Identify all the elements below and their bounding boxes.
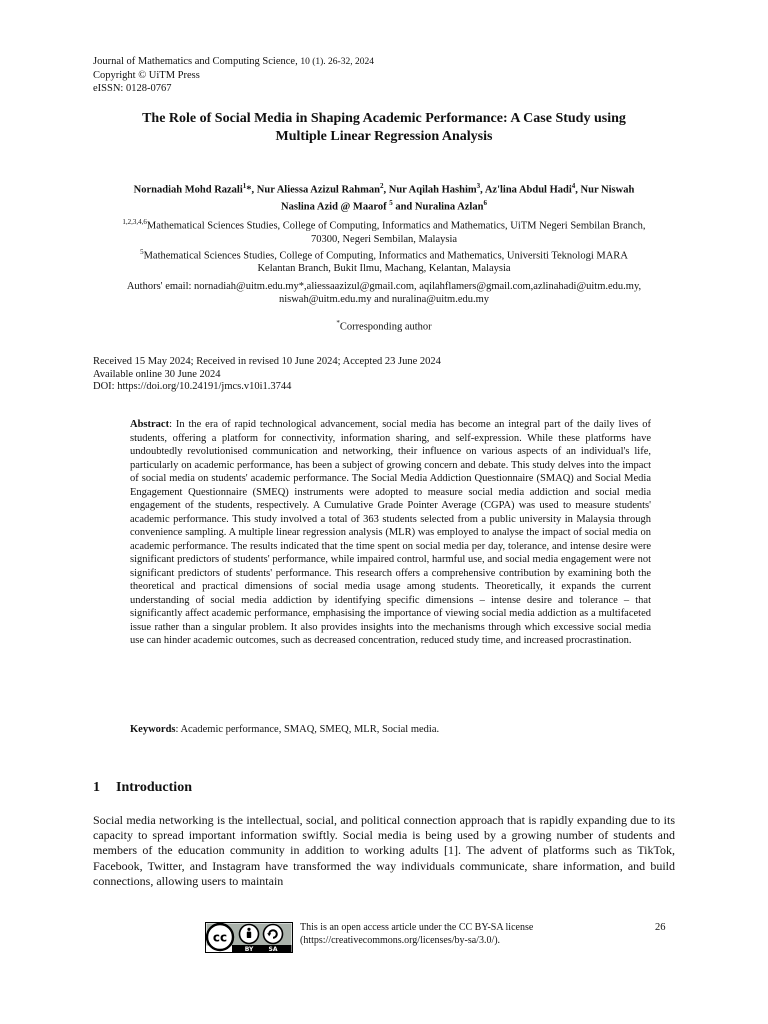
author-name: Nornadiah Mohd Razali <box>133 184 243 196</box>
received-dates: Received 15 May 2024; Received in revised 10 June 2024; Accepted 23 June 2024 <box>93 356 441 367</box>
journal-name: Journal of Mathematics and Computing Science, <box>93 56 298 67</box>
keywords <box>130 723 651 737</box>
journal-volume: 10 (1). 26-32, 2024 <box>300 57 374 67</box>
section-heading-introduction <box>93 779 192 797</box>
corresponding-author-note: *Corresponding author <box>336 319 432 333</box>
introduction-paragraph: Social media networking is the intellectual, social, and political connection approach that is rapidly expanding due to its capacity to spread important information swiftly. Social media is being used by a growing number of students and members of the education community in addition to working adults [1]. The advent of platforms such as TikTok, Facebook, Twitter, and Instagram have transformed the way individuals communicate, share information, and build connections, allowing users to maintain <box>93 813 675 888</box>
keywords-label: Keywords <box>130 724 176 735</box>
page-footer <box>205 922 675 954</box>
keywords-text: : Academic performance, SMAQ, SMEQ, MLR, Social media. <box>175 724 440 735</box>
cc-by-sa-icon[interactable] <box>205 922 293 953</box>
affiliation-1-line-2: 70300, Negeri Sembilan, Malaysia <box>310 233 458 245</box>
license-line-1: This is an open access article under the CC BY-SA license <box>300 922 534 933</box>
publication-dates <box>93 356 441 394</box>
journal-citation <box>93 55 374 69</box>
paper-title-line-2: Multiple Linear Regression Analysis <box>275 129 493 144</box>
author-name: Az'lina Abdul Hadi <box>484 184 572 196</box>
affiliations <box>88 216 680 275</box>
author-list: Nornadiah Mohd Razali$^1$*, Nur Aliessa Azizul Rahman$^2$, Nur Aqilah Hashim$^3$, Az'lina Abdul Hadi$^4$, Nur Niswah Naslina Azid @ Maarof $^5$ and Nuralina Azlan$^6$ <box>133 182 635 212</box>
license-text <box>300 922 533 947</box>
affiliation-1-line-1: $^{1,2,3,4,6}$Mathematical Sciences Studies, College of Computing, Informatics and Mathematics, UiTM Negeri Sembilan Branch, <box>122 218 646 232</box>
paper-title-line-1: The Role of Social Media in Shaping Academic Performance: A Case Study using <box>142 111 626 126</box>
author-name: Nur Aliessa Azizul Rahman <box>256 184 380 196</box>
journal-header <box>93 55 374 95</box>
author-name: Naslina Azid @ Maarof <box>281 201 387 212</box>
available-online: Available online 30 June 2024 <box>93 368 221 380</box>
abstract-label: Abstract <box>130 419 170 430</box>
section-number: 1 <box>93 780 100 795</box>
cc-logo-by-label: BY <box>244 946 254 953</box>
svg-text:cc: cc <box>212 930 228 945</box>
doi-link[interactable]: DOI: https://doi.org/10.24191/jmcs.v10i1.3744 <box>93 381 292 392</box>
journal-eissn: eISSN: 0128-0767 <box>93 83 172 94</box>
journal-copyright: Copyright © UiTM Press <box>93 70 200 81</box>
paper-title <box>100 110 668 146</box>
author-name: Nur Niswah <box>580 184 635 196</box>
section-title: Introduction <box>116 780 192 795</box>
emails-line-1: Authors' email: nornadiah@uitm.edu.my*,aliessaazizul@gmail.com, aqilahflamers@gmail.com,azlinahadi@uitm.edu.my, <box>126 281 642 292</box>
affiliation-2-line-1: $^5$Mathematical Sciences Studies, College of Computing, Informatics and Mathematics, Universiti Teknologi MARA <box>140 247 628 261</box>
page-number: 26 <box>655 922 666 933</box>
cc-logo-sa-label: SA <box>268 946 278 953</box>
affiliation-2-line-2: Kelantan Branch, Bukit Ilmu, Machang, Kelantan, Malaysia <box>257 263 511 274</box>
abstract <box>130 418 651 648</box>
abstract-text: : In the era of rapid technological advancement, social media has become an integral part of the daily lives of students, offering a platform for connectivity, information sharing, and self-expression. While these platforms have undoubtedly revolutionised communication and networking, their influence on various aspects of an individual's life, particularly on academic performance, has been a subject of growing concern and debate. This study delves into the impact of social media on students' academic performance. The Social Media Addiction Questionnaire (SMAQ) and Social Media Engagement Questionnaire (SMEQ) instruments were adopted to measure social media addiction and social media engagement of the students, respectively. A Cumulative Grade Pointer Average (CGPA) was used to measure students' academic performance. This study involved a total of 363 students selected from a public university in Malaysia through convenience sampling. A multiple linear regression analysis (MLR) was employed to analyse the impact of social media on academic performance. The results indicated that the time spent on social media per day, tolerance, and intense desire were significant predictors of students' performance, while impaired control, harmful use, and social media engagement were not significant predictors of students' performance. This research offers a comprehensive contribution by examining both the theoretical and practical dimensions of social media usage among students. Theoretically, it expands the current understanding of social media addiction by identifying specific dimensions – intense desire and tolerance – that significantly affect academic performance, emphasising the importance of viewing social media addiction as a multifaceted issue rather than a singular problem. It also provides insights into the mechanisms through which excessive social media use can hinder academic outcomes, such as decreased concentration, reduced study time, and increased procrastination. <box>130 419 651 646</box>
license-link[interactable]: (https://creativecommons.org/licenses/by-sa/3.0/). <box>300 934 501 946</box>
author-name: Nur Aqilah Hashim <box>388 184 477 196</box>
author-emails <box>88 280 680 306</box>
author-name: Nuralina Azlan <box>414 201 484 212</box>
emails-line-2: niswah@uitm.edu.my and nuralina@uitm.edu.my <box>278 294 490 305</box>
